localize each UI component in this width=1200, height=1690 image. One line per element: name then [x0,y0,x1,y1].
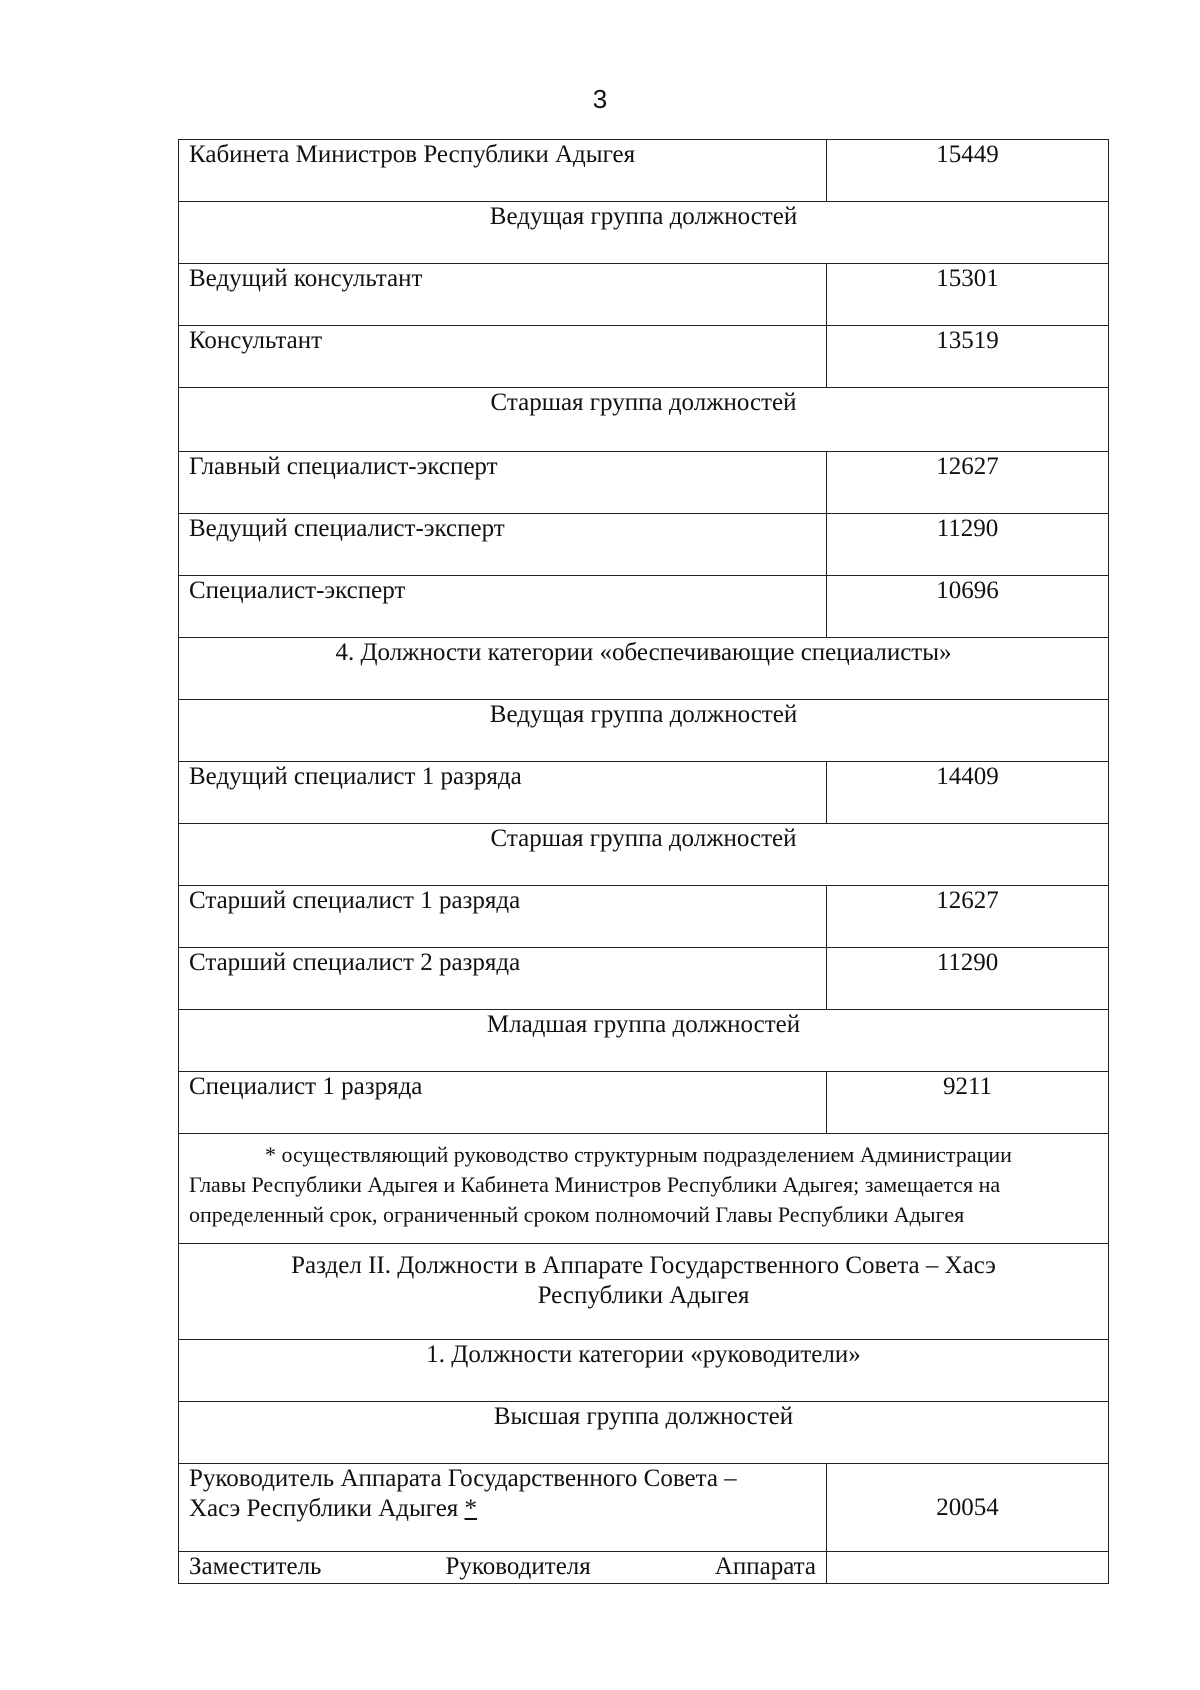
group-header: Старшая группа должностей [179,388,1109,452]
section-header-row [179,1244,1109,1340]
salary-value: 15301 [827,264,1109,326]
salary-value: 11290 [827,948,1109,1010]
group-header-row [179,700,1109,762]
group-header: Высшая группа должностей [179,1402,1109,1464]
table-row [179,762,1109,824]
footnote-line: * осуществляющий руководство структурным подразделением Администрации [265,1142,1012,1167]
group-header-row [179,388,1109,452]
table-row [179,1072,1109,1134]
group-header-row [179,1402,1109,1464]
table-row [179,576,1109,638]
position-label-line [189,1494,816,1524]
position-label-line [189,1552,816,1582]
section-header [179,1244,1109,1340]
position-label-word: Руководителя [445,1553,591,1580]
salary-value: 13519 [827,326,1109,388]
position-label: Специалист-эксперт [179,576,827,638]
table-row [179,1552,1109,1584]
group-header-row [179,824,1109,886]
position-label-line: Руководитель Аппарата Государственного Совета – [189,1465,737,1492]
category-header-row [179,1340,1109,1402]
table-row [179,886,1109,948]
position-label: Специалист 1 разряда [179,1072,827,1134]
table-row [179,948,1109,1010]
position-label: Ведущий консультант [179,264,827,326]
position-label [179,1552,827,1584]
footnote-row [179,1134,1109,1244]
position-label: Кабинета Министров Республики Адыгея [179,140,827,202]
salary-table [178,139,1109,1584]
position-label-text: Хасэ Республики Адыгея [189,1495,459,1522]
position-label: Ведущий специалист-эксперт [179,514,827,576]
position-label: Старший специалист 1 разряда [179,886,827,948]
salary-value: 20054 [827,1464,1109,1552]
salary-value: 9211 [827,1072,1109,1134]
salary-value: 12627 [827,452,1109,514]
footnote-mark: * [464,1495,478,1522]
salary-value: 11290 [827,514,1109,576]
position-label-word: Заместитель [189,1553,322,1580]
group-header: Ведущая группа должностей [179,700,1109,762]
position-label: Консультант [179,326,827,388]
category-header: 1. Должности категории «руководители» [179,1340,1109,1402]
position-label: Старший специалист 2 разряда [179,948,827,1010]
salary-value: 15449 [827,140,1109,202]
table-row [179,140,1109,202]
salary-value: 12627 [827,886,1109,948]
group-header-row [179,202,1109,264]
salary-value: 10696 [827,576,1109,638]
table-row [179,326,1109,388]
page-number: 3 [592,84,608,114]
salary-value [827,1552,1109,1584]
footnote-line: Главы Республики Адыгея и Кабинета Министров Республики Адыгея; замещается на [189,1172,1001,1197]
group-header: Младшая группа должностей [179,1010,1109,1072]
category-header: 4. Должности категории «обеспечивающие специалисты» [179,638,1109,700]
table-row [179,264,1109,326]
group-header: Старшая группа должностей [179,824,1109,886]
position-label: Ведущий специалист 1 разряда [179,762,827,824]
category-header-row [179,638,1109,700]
position-label [179,1464,827,1552]
section-header-line: Республики Адыгея [537,1282,750,1309]
group-header: Ведущая группа должностей [179,202,1109,264]
table-row [179,514,1109,576]
table-row [179,1464,1109,1552]
salary-value: 14409 [827,762,1109,824]
footnote [179,1134,1109,1244]
table-row [179,452,1109,514]
group-header-row [179,1010,1109,1072]
footnote-line: определенный срок, ограниченный сроком полномочий Главы Республики Адыгея [189,1202,965,1227]
section-header-line: Раздел II. Должности в Аппарате Государственного Совета – Хасэ [291,1252,996,1279]
position-label-word: Аппарата [714,1553,816,1580]
position-label: Главный специалист-эксперт [179,452,827,514]
